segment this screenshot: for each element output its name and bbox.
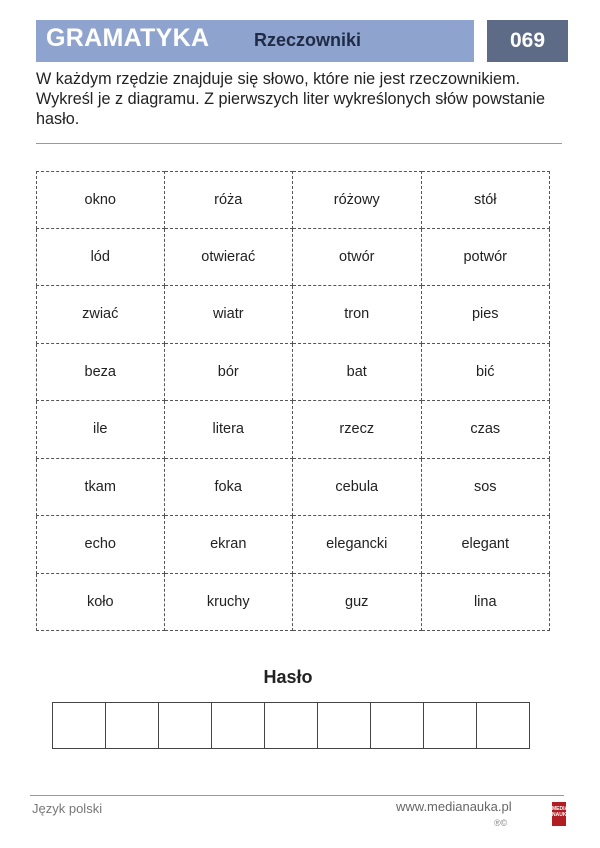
instructions-text: W każdym rzędzie znajduje się słowo, które nie jest rzeczownikiem. Wykreśl je z diagramu. Z pierwszych liter wykreślonych słów powstanie hasło. xyxy=(36,70,546,128)
word-cell[interactable]: ekran xyxy=(165,516,294,574)
word-cell[interactable]: bić xyxy=(422,344,551,402)
instructions-divider xyxy=(36,143,562,144)
password-label: Hasło xyxy=(263,667,313,687)
exercise-number-box xyxy=(487,20,568,62)
word-cell[interactable]: tron xyxy=(293,286,422,344)
word-cell[interactable]: litera xyxy=(165,401,294,459)
footer-url[interactable]: www.medianauka.pl xyxy=(396,799,512,814)
word-cell[interactable]: tkam xyxy=(36,459,165,517)
word-cell[interactable]: cebula xyxy=(293,459,422,517)
word-cell[interactable]: elegant xyxy=(422,516,551,574)
word-grid xyxy=(36,171,550,631)
word-cell[interactable]: kruchy xyxy=(165,574,294,632)
password-letter-box[interactable] xyxy=(317,702,371,749)
word-cell[interactable]: elegancki xyxy=(293,516,422,574)
footer-subject: Język polski xyxy=(32,801,103,816)
password-letter-box[interactable] xyxy=(52,702,106,749)
password-letter-box[interactable] xyxy=(423,702,477,749)
password-boxes xyxy=(52,702,530,749)
publisher-logo: MEDIA NAUKA xyxy=(552,802,566,826)
password-letter-box[interactable] xyxy=(158,702,212,749)
word-cell[interactable]: zwiać xyxy=(36,286,165,344)
word-cell[interactable]: wiatr xyxy=(165,286,294,344)
word-cell[interactable]: pies xyxy=(422,286,551,344)
word-cell[interactable]: stół xyxy=(422,171,551,229)
password-letter-box[interactable] xyxy=(370,702,424,749)
password-letter-box[interactable] xyxy=(211,702,265,749)
word-cell[interactable]: foka xyxy=(165,459,294,517)
password-letter-box[interactable] xyxy=(476,702,530,749)
word-cell[interactable]: lina xyxy=(422,574,551,632)
word-cell[interactable]: bór xyxy=(165,344,294,402)
exercise-number: 069 xyxy=(509,29,546,52)
word-cell[interactable]: beza xyxy=(36,344,165,402)
word-cell[interactable]: ile xyxy=(36,401,165,459)
header-bar xyxy=(36,20,474,62)
word-cell[interactable]: potwór xyxy=(422,229,551,287)
word-cell[interactable]: otwierać xyxy=(165,229,294,287)
word-cell[interactable]: rzecz xyxy=(293,401,422,459)
password-letter-box[interactable] xyxy=(105,702,159,749)
password-letter-box[interactable] xyxy=(264,702,318,749)
word-cell[interactable]: różowy xyxy=(293,171,422,229)
word-cell[interactable]: otwór xyxy=(293,229,422,287)
word-cell[interactable]: czas xyxy=(422,401,551,459)
header-topic: Rzeczowniki xyxy=(254,30,362,50)
footer-copyright: ®© xyxy=(494,818,508,828)
word-cell[interactable]: sos xyxy=(422,459,551,517)
word-cell[interactable]: okno xyxy=(36,171,165,229)
word-cell[interactable]: koło xyxy=(36,574,165,632)
header-title: GRAMATYKA xyxy=(46,24,210,52)
word-cell[interactable]: róża xyxy=(165,171,294,229)
word-cell[interactable]: lód xyxy=(36,229,165,287)
word-cell[interactable]: echo xyxy=(36,516,165,574)
footer-divider xyxy=(30,795,564,796)
word-cell[interactable]: guz xyxy=(293,574,422,632)
word-cell[interactable]: bat xyxy=(293,344,422,402)
